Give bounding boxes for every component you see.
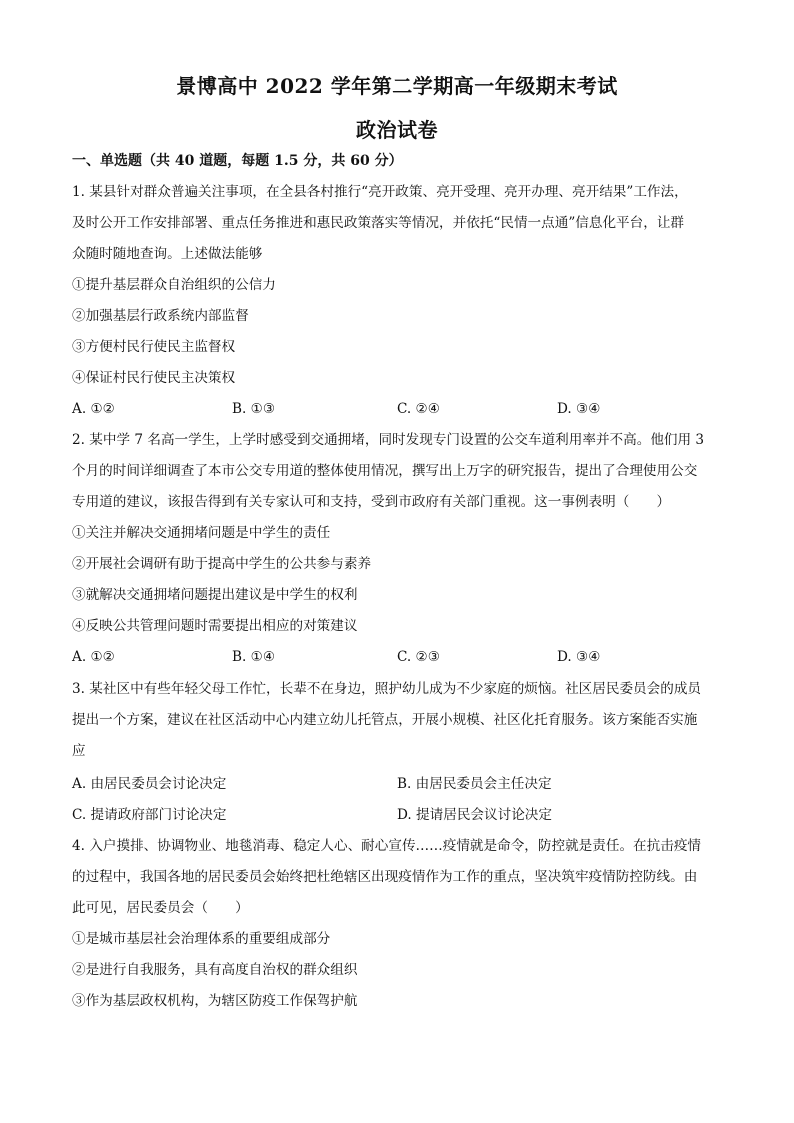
q1-option-c: C. ②④ — [397, 401, 440, 417]
exam-title: 景博高中 2022 学年第二学期高一年级期末考试 — [176, 74, 618, 98]
q2-statement-2: ②开展社会调研有助于提高中学生的公共参与素养 — [72, 556, 372, 572]
q2-statement-3: ③就解决交通拥堵问题提出建议是中学生的权利 — [72, 587, 358, 603]
q3-option-a: A. 由居民委员会讨论决定 — [72, 776, 227, 792]
q2-stem-line-2: 个月的时间详细调查了本市公交专用道的整体使用情况，撰写出上万字的研究报告，提出了合理使用公交 — [72, 463, 698, 479]
q3-option-d: D. 提请居民会议讨论决定 — [397, 807, 552, 823]
q3-stem-line-3: 应 — [72, 743, 86, 759]
q2-stem-line-1: 2. 某中学 7 名高一学生，上学时感受到交通拥堵，同时发现专门设置的公交车道利用率并不高。他们用 3 — [72, 432, 705, 448]
q1-statement-3: ③方便村民行使民主监督权 — [72, 339, 236, 355]
q1-statement-1: ①提升基层群众自治组织的公信力 — [72, 277, 276, 293]
q3-stem-line-1: 3. 某社区中有些年轻父母工作忙，长辈不在身边，照护幼儿成为不少家庭的烦恼。社区居民委员会的成员 — [72, 681, 702, 697]
q4-stem-line-3: 此可见，居民委员会（ ） — [72, 900, 249, 916]
q3-option-c: C. 提请政府部门讨论决定 — [72, 807, 227, 823]
q4-statement-3: ③作为基层政权机构，为辖区防疫工作保驾护航 — [72, 993, 358, 1009]
q2-option-c: C. ②③ — [397, 649, 440, 665]
q2-option-b: B. ①④ — [232, 649, 276, 665]
q1-statement-2: ②加强基层行政系统内部监督 — [72, 308, 249, 324]
q4-stem-line-1: 4. 入户摸排、协调物业、地毯消毒、稳定人心、耐心宣传……疫情就是命令，防控就是责任。在抗击疫情 — [72, 838, 702, 854]
exam-subtitle: 政治试卷 — [356, 118, 438, 142]
q3-option-b: B. 由居民委员会主任决定 — [397, 776, 552, 792]
q2-stem-line-3: 专用道的建议，该报告得到有关专家认可和支持，受到市政府有关部门重视。这一事例表明（ ） — [72, 494, 671, 510]
q1-option-b: B. ①③ — [232, 401, 276, 417]
q3-stem-line-2: 提出一个方案，建议在社区活动中心内建立幼儿托管点，开展小规模、社区化托育服务。该方案能否实施 — [72, 712, 698, 728]
q1-stem-line-3: 众随时随地查询。上述做法能够 — [72, 246, 263, 262]
q1-stem-line-1: 1. 某县针对群众普遍关注事项，在全县各村推行“亮开政策、亮开受理、亮开办理、亮开结果”工作法， — [72, 184, 688, 200]
q1-statement-4: ④保证村民行使民主决策权 — [72, 370, 236, 386]
q1-option-d: D. ③④ — [557, 401, 601, 417]
q2-option-d: D. ③④ — [557, 649, 601, 665]
q1-option-a: A. ①② — [72, 401, 115, 417]
q2-statement-1: ①关注并解决交通拥堵问题是中学生的责任 — [72, 525, 331, 541]
q1-stem-line-2: 及时公开工作安排部署、重点任务推进和惠民政策落实等情况，并依托“民情一点通”信息化平台，让群 — [72, 215, 685, 231]
q4-stem-line-2: 的过程中，我国各地的居民委员会始终把杜绝辖区出现疫情作为工作的重点，坚决筑牢疫情防控防线。由 — [72, 869, 698, 885]
q2-option-a: A. ①② — [72, 649, 115, 665]
q4-statement-2: ②是进行自我服务，具有高度自治权的群众组织 — [72, 962, 358, 978]
section-heading: 一、单选题（共 40 道题，每题 1.5 分，共 60 分） — [72, 153, 403, 169]
q4-statement-1: ①是城市基层社会治理体系的重要组成部分 — [72, 931, 331, 947]
q2-statement-4: ④反映公共管理问题时需要提出相应的对策建议 — [72, 618, 358, 634]
